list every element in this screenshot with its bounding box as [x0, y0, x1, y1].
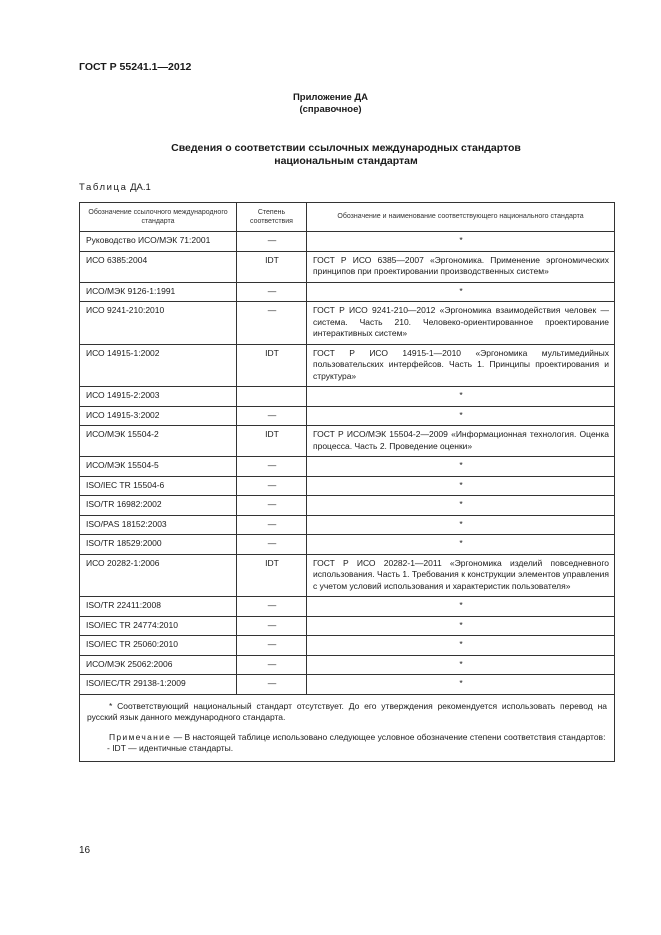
table-row: [80, 616, 615, 636]
cell-intl-standard: Руководство ИСО/МЭК 71:2001: [80, 232, 237, 252]
note-label: Примечание: [109, 731, 172, 742]
table-row: [80, 302, 615, 345]
table-row: [80, 387, 615, 407]
cell-degree: —: [237, 457, 307, 477]
table-row: [80, 406, 615, 426]
cell-national-standard: *: [307, 406, 615, 426]
appendix-title: Приложение ДА: [292, 92, 369, 103]
appendix-subtitle: (справочное): [299, 104, 362, 115]
cell-degree: —: [237, 535, 307, 555]
cell-national-standard: ГОСТ Р ИСО 9241-210—2012 «Эргономика взаимодействия человек — система. Часть 210. Человеко-ориентированное проектирование интерактивных систем»: [307, 302, 615, 345]
cell-national-standard: *: [307, 675, 615, 695]
document-code: ГОСТ Р 55241.1—2012: [79, 61, 192, 73]
cell-degree: —: [237, 476, 307, 496]
table-row: [80, 457, 615, 477]
table-row: [80, 232, 615, 252]
cell-national-standard: *: [307, 282, 615, 302]
cell-degree: —: [237, 302, 307, 345]
cell-national-standard: *: [307, 535, 615, 555]
cell-intl-standard: ISO/TR 22411:2008: [80, 597, 237, 617]
cell-degree: —: [237, 515, 307, 535]
cell-national-standard: *: [307, 496, 615, 516]
cell-intl-standard: ISO/IEC TR 25060:2010: [80, 636, 237, 656]
cell-degree: —: [237, 616, 307, 636]
appendix-heading: [0, 92, 661, 116]
cell-national-standard: ГОСТ Р ИСО 20282-1—2011 «Эргономика изделий повседневного использования. Часть 1. Требования к конструкции элементов управления с учетом условий использования и характеристик пользователя»: [307, 554, 615, 597]
cell-national-standard: *: [307, 476, 615, 496]
cell-intl-standard: ИСО 14915-2:2003: [80, 387, 237, 407]
cell-degree: —: [237, 636, 307, 656]
table-caption-number: ДА.1: [130, 182, 151, 193]
cell-national-standard: *: [307, 232, 615, 252]
cell-degree: IDT: [237, 554, 307, 597]
table-row: [80, 655, 615, 675]
note: [87, 732, 607, 744]
cell-national-standard: ГОСТ Р ИСО 6385—2007 «Эргономика. Применение эргономических принципов при проектировании производственных систем»: [307, 251, 615, 282]
cell-national-standard: *: [307, 597, 615, 617]
cell-national-standard: *: [307, 616, 615, 636]
page-title-line-2: национальным стандартам: [274, 155, 418, 167]
cell-degree: —: [237, 675, 307, 695]
table-row: [80, 515, 615, 535]
cell-degree: —: [237, 597, 307, 617]
cell-intl-standard: ISO/TR 18529:2000: [80, 535, 237, 555]
cell-intl-standard: ИСО 14915-1:2002: [80, 344, 237, 387]
table-row: [80, 344, 615, 387]
cell-intl-standard: ИСО 6385:2004: [80, 251, 237, 282]
table-footer-row: [80, 694, 615, 761]
cell-national-standard: *: [307, 457, 615, 477]
cell-intl-standard: ISO/IEC/TR 29138-1:2009: [80, 675, 237, 695]
cell-intl-standard: ИСО/МЭК 25062:2006: [80, 655, 237, 675]
table-caption-label: Таблица: [79, 182, 128, 193]
table-caption: [79, 182, 151, 193]
table-row: [80, 535, 615, 555]
table-row: [80, 554, 615, 597]
table-row: [80, 282, 615, 302]
table-header-row: [80, 203, 615, 232]
cell-intl-standard: ИСО 20282-1:2006: [80, 554, 237, 597]
cell-intl-standard: ISO/PAS 18152:2003: [80, 515, 237, 535]
cell-national-standard: ГОСТ Р ИСО/МЭК 15504-2—2009 «Информационная технология. Оценка процесса. Часть 2. Проведение оценки»: [307, 426, 615, 457]
cell-degree: IDT: [237, 251, 307, 282]
cell-degree: —: [237, 282, 307, 302]
note-item: - IDT — идентичные стандарты.: [107, 743, 234, 753]
column-header-national: Обозначение и наименование соответствующего национального стандарта: [307, 203, 615, 232]
cell-intl-standard: ISO/TR 16982:2002: [80, 496, 237, 516]
cell-intl-standard: ISO/IEC TR 24774:2010: [80, 616, 237, 636]
table-notes: [80, 694, 615, 761]
cell-intl-standard: ИСО 14915-3:2002: [80, 406, 237, 426]
cell-national-standard: *: [307, 387, 615, 407]
cell-national-standard: ГОСТ Р ИСО 14915-1—2010 «Эргономика мультимедийных пользовательских интерфейсов. Часть 1. Принципы проектирования и структура»: [307, 344, 615, 387]
cell-intl-standard: ИСО 9241-210:2010: [80, 302, 237, 345]
cell-national-standard: *: [307, 655, 615, 675]
cell-degree: [237, 387, 307, 407]
footnote: * Соответствующий национальный стандарт отсутствует. До его утверждения рекомендуется использовать перевод на русский язык данного международного стандарта.: [87, 700, 607, 722]
cell-degree: —: [237, 406, 307, 426]
page-number: 16: [79, 845, 91, 856]
table-row: [80, 675, 615, 695]
table-row: [80, 496, 615, 516]
column-header-intl: Обозначение ссылочного международного стандарта: [80, 203, 237, 232]
cell-degree: —: [237, 496, 307, 516]
cell-degree: IDT: [237, 344, 307, 387]
table-row: [80, 426, 615, 457]
table-row: [80, 476, 615, 496]
cell-degree: —: [237, 655, 307, 675]
table-row: [80, 251, 615, 282]
page-title-line-1: Сведения о соответствии ссылочных международных стандартов: [171, 142, 521, 154]
cell-national-standard: *: [307, 636, 615, 656]
table-row: [80, 636, 615, 656]
cell-intl-standard: ИСО/МЭК 15504-5: [80, 457, 237, 477]
cell-national-standard: *: [307, 515, 615, 535]
column-header-degree: Степень соответствия: [237, 203, 307, 232]
cell-intl-standard: ИСО/МЭК 9126-1:1991: [80, 282, 237, 302]
cell-intl-standard: ISO/IEC TR 15504-6: [80, 476, 237, 496]
cell-degree: IDT: [237, 426, 307, 457]
table-row: [80, 597, 615, 617]
cell-intl-standard: ИСО/МЭК 15504-2: [80, 426, 237, 457]
standards-table: [79, 202, 615, 762]
cell-degree: —: [237, 232, 307, 252]
page-title: [0, 142, 661, 168]
note-text: — В настоящей таблице использовано следующее условное обозначение степени соответствия стандартов:: [173, 731, 606, 742]
